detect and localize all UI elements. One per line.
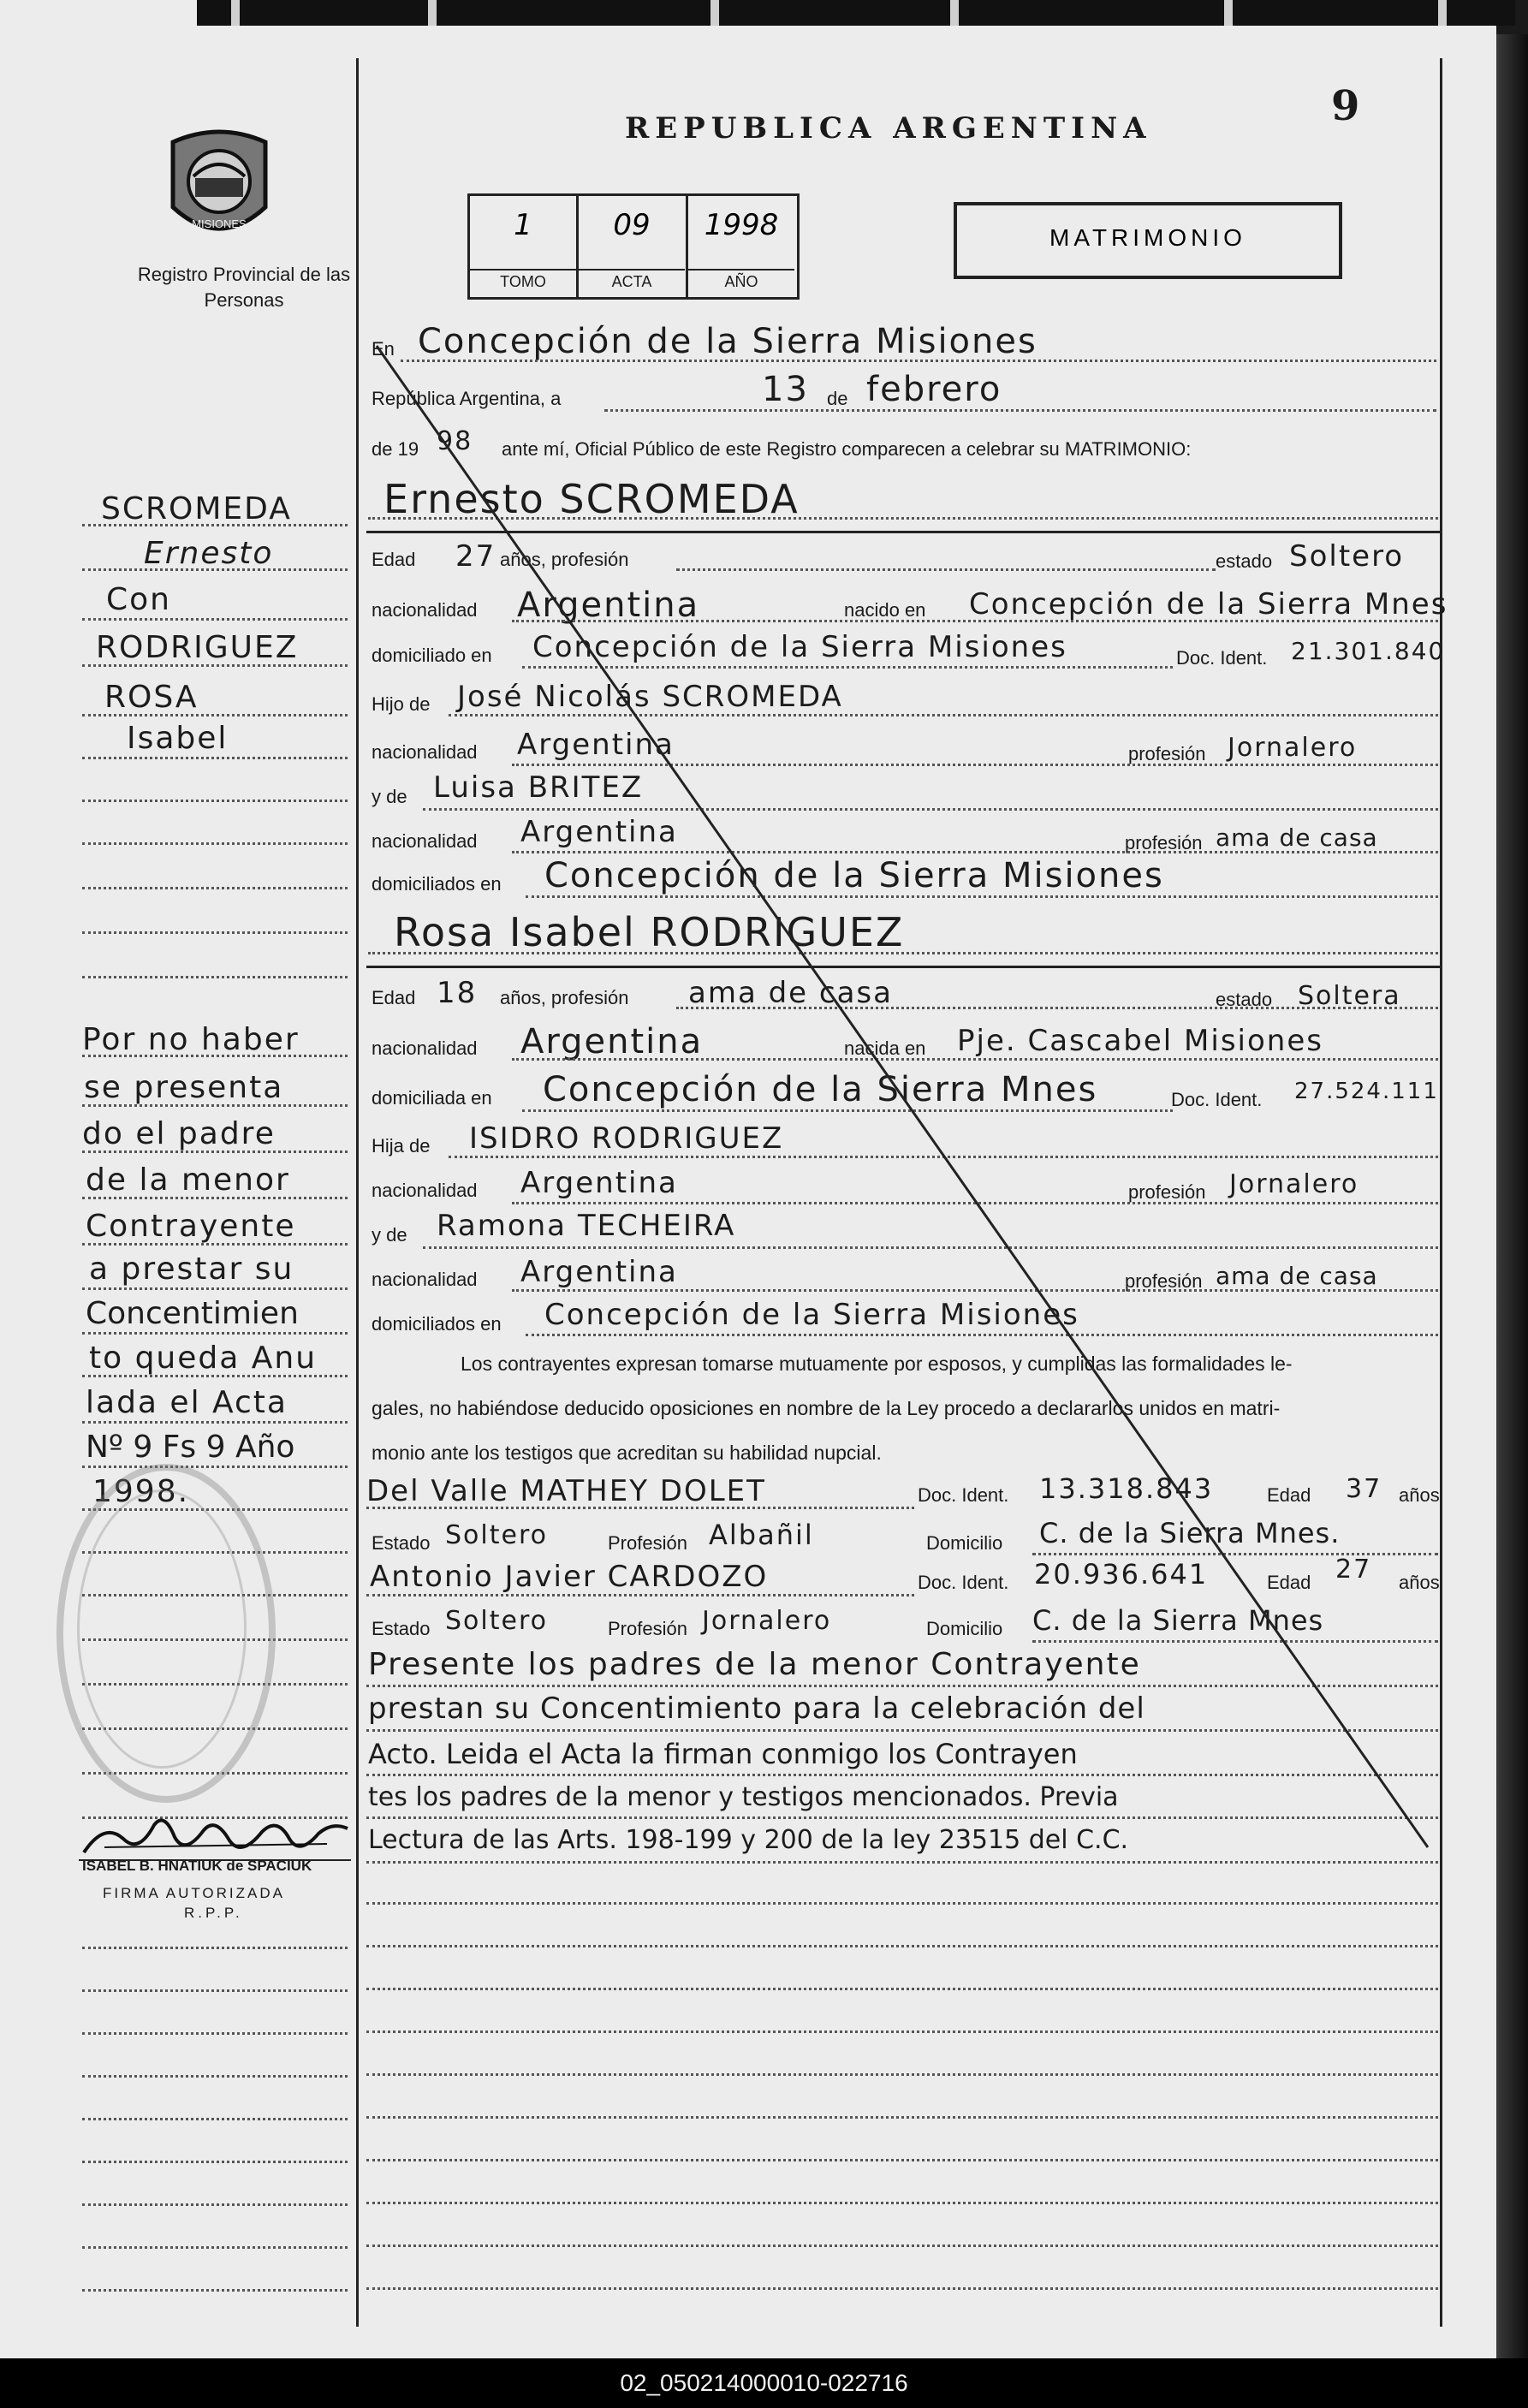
intro-year-suffix: 98 (437, 426, 473, 456)
witness-1-estado: Soltero (445, 1520, 548, 1550)
groom-hijo-label: Hijo de (372, 693, 431, 715)
margin-line (82, 1375, 348, 1377)
en-label: En (372, 338, 395, 360)
margin-con: Con (106, 582, 171, 617)
bride-mother-prof-label: profesión (1125, 1270, 1203, 1292)
witness-1-profesion: Albañil (709, 1519, 814, 1551)
groom-y-de-label: y de (372, 786, 407, 807)
intro-place: Concepción de la Sierra Misiones (418, 322, 1037, 361)
witness-1-doc-label: Doc. Ident. (918, 1484, 1009, 1506)
margin-line (82, 568, 348, 571)
bride-nacionalidad: Argentina (520, 1022, 704, 1061)
emblem-label: MISIONES (192, 217, 247, 230)
bride-father-prof: Jornalero (1229, 1169, 1359, 1199)
bride-y-de-label: y de (372, 1224, 407, 1246)
margin-line (82, 1243, 348, 1246)
groom-mother-prof-label: profesión (1125, 832, 1203, 853)
witness-1-domicilio: C. de la Sierra Mnes. (1039, 1517, 1341, 1549)
witness-1-profesion-label: Profesión (608, 1532, 687, 1554)
bride-name: Rosa Isabel RODRIGUEZ (394, 909, 905, 955)
margin-line (82, 1466, 348, 1468)
closing-line-1: Presente los padres de la menor Contrayente (368, 1647, 1141, 1682)
intro-text: ante mí, Oficial Público de este Registro comparecen a celebrar su MATRIMONIO: (502, 438, 1192, 460)
registry-name: Registro Provincial de las Personas (137, 264, 351, 311)
witness-2-age: 27 (1335, 1555, 1372, 1585)
bride-mother-prof: ama de casa (1216, 1262, 1378, 1290)
witness-2-domicilio-label: Domicilio (926, 1618, 1003, 1639)
bride-doc: 27.524.111 (1294, 1079, 1439, 1104)
witness-1-doc: 13.318.843 (1039, 1472, 1214, 1505)
margin-line (82, 664, 348, 667)
bride-edad-label: Edad (372, 987, 416, 1008)
margin-line (82, 842, 348, 845)
de19-label: de 19 (372, 438, 419, 460)
witness-1-domicilio-label: Domicilio (926, 1532, 1003, 1554)
margin-line (82, 1947, 348, 1949)
margin-line (82, 800, 348, 802)
statement-line-2: gales, no habiéndose deducido oposiciones en nombre de la Ley procedo a declararlos unidos en matri- (372, 1397, 1281, 1419)
margin-note-1: Por no haber (82, 1022, 300, 1057)
bride-profesion: ama de casa (688, 976, 893, 1010)
witness-2-profesion-label: Profesión (608, 1618, 687, 1639)
margin-line (82, 524, 348, 526)
tomo-label: TOMO (470, 269, 576, 291)
groom-parents-dom-label: domiciliados en (372, 873, 502, 895)
rpp-label: R.P.P. (184, 1905, 243, 1921)
republica-label: República Argentina, a (372, 388, 562, 409)
groom-birthplace: Concepción de la Sierra Mnes (969, 587, 1448, 621)
bride-mother: Ramona TECHEIRA (437, 1209, 736, 1243)
margin-line (82, 1989, 348, 1992)
witness-2-doc: 20.936.641 (1034, 1558, 1209, 1590)
page-title: REPUBLICA ARGENTINA (625, 111, 1152, 146)
witness-2-anos-label: años (1399, 1572, 1440, 1593)
margin-line (82, 2246, 348, 2249)
record-type-label: MATRIMONIO (1049, 224, 1246, 251)
margin-line (82, 1150, 348, 1153)
bride-estado-label: estado (1216, 989, 1273, 1010)
witness-2-doc-label: Doc. Ident. (918, 1572, 1009, 1593)
signatory-name: ISABEL B. HNATIUK de SPACIUK (82, 1858, 312, 1874)
margin-line (82, 757, 348, 759)
witness-1-estado-label: Estado (372, 1532, 431, 1554)
margin-line (82, 2075, 348, 2078)
margin-note-6: a prestar su (89, 1252, 294, 1287)
groom-father: José Nicolás SCROMEDA (457, 680, 843, 714)
margin-note-4: de la menor (86, 1162, 290, 1198)
bride-mother-nac-label: nacionalidad (372, 1269, 478, 1290)
margin-note-9: lada el Acta (86, 1385, 288, 1420)
groom-mother-nac: Argentina (520, 815, 678, 849)
groom-domicilio: Concepción de la Sierra Misiones (532, 630, 1067, 664)
witness-2-domicilio: C. de la Sierra Mnes (1032, 1604, 1324, 1637)
margin-firstname: Ernesto (144, 536, 274, 571)
acta-label: ACTA (579, 269, 685, 291)
bride-mother-nac: Argentina (520, 1255, 678, 1289)
margin-line (82, 931, 348, 934)
margin-line (82, 1197, 348, 1199)
closing-line-3: Acto. Leida el Acta la firman conmigo los Contrayen (368, 1738, 1078, 1770)
bride-age: 18 (437, 976, 478, 1010)
groom-nac-label: nacionalidad (372, 599, 478, 621)
margin-note-2: se presenta (84, 1070, 284, 1105)
bride-estado: Soltera (1298, 981, 1401, 1011)
groom-parents-dom: Concepción de la Sierra Misiones (544, 856, 1164, 895)
statement-line-3: monio ante los testigos que acreditan su habilidad nupcial. (372, 1442, 882, 1464)
groom-mother-prof: ama de casa (1216, 823, 1378, 852)
bride-nacida-label: nacida en (844, 1038, 926, 1059)
witness-2-edad-label: Edad (1267, 1572, 1311, 1593)
groom-father-prof: Jornalero (1228, 733, 1358, 763)
margin-line (82, 2289, 348, 2292)
margin-line (82, 2118, 348, 2120)
page-number: 9 (1331, 82, 1360, 130)
margin-bride-first: ROSA (104, 680, 199, 715)
margin-note-7: Concentimien (86, 1296, 299, 1331)
ano-value: 1998 (704, 208, 779, 242)
ano-label: AÑO (688, 269, 794, 291)
bride-dom-label: domiciliada en (372, 1087, 492, 1109)
witness-1-name: Del Valle MATHEY DOLET (366, 1474, 766, 1508)
authorized-signature-label: FIRMA AUTORIZADA (103, 1885, 285, 1901)
scan-file-id: 02_050214000010-022716 (620, 2369, 908, 2396)
witness-2-estado-label: Estado (372, 1618, 431, 1639)
witness-1-edad-label: Edad (1267, 1484, 1311, 1506)
bride-father-nac-label: nacionalidad (372, 1180, 478, 1201)
closing-line-5: Lectura de las Arts. 198-199 y 200 de la ley 23515 del C.C. (368, 1825, 1129, 1855)
groom-father-prof-label: profesión (1128, 743, 1206, 764)
groom-father-nac-label: nacionalidad (372, 741, 478, 763)
margin-bride-middle: Isabel (127, 721, 229, 756)
margin-note-5: Contrayente (86, 1209, 296, 1244)
margin-bride-surname: RODRIGUEZ (96, 630, 299, 665)
groom-estado-label: estado (1216, 550, 1273, 572)
witness-2-profesion: Jornalero (702, 1606, 832, 1636)
bride-father-prof-label: profesión (1128, 1181, 1206, 1203)
margin-note-11: 1998. (92, 1474, 190, 1509)
margin-surname: SCROMEDA (101, 491, 292, 526)
margin-line (82, 714, 348, 716)
groom-doc: 21.301.840 (1291, 637, 1446, 665)
margin-line (82, 2161, 348, 2163)
margin-note-8: to queda Anu (89, 1341, 318, 1376)
groom-edad-label: Edad (372, 549, 416, 570)
registry-seal-inner-ring (77, 1489, 247, 1769)
margin-line (82, 1104, 348, 1107)
closing-line-4: tes los padres de la menor y testigos mencionados. Previa (368, 1782, 1119, 1812)
margin-line (82, 1421, 348, 1424)
groom-age: 27 (455, 539, 496, 574)
margin-line (82, 618, 348, 621)
tomo-value: 1 (514, 208, 532, 242)
groom-mother-nac-label: nacionalidad (372, 830, 478, 852)
margin-line (82, 887, 348, 889)
intro-month: febrero (866, 370, 1002, 409)
margin-note-10: Nº 9 Fs 9 Año (86, 1430, 295, 1465)
de-label: de (827, 388, 848, 409)
bride-parents-dom: Concepción de la Sierra Misiones (544, 1298, 1079, 1332)
margin-line (82, 1332, 348, 1335)
groom-dom-label: domiciliado en (372, 645, 492, 666)
margin-line (82, 1287, 348, 1290)
groom-nacido-label: nacido en (844, 599, 926, 621)
acta-value: 09 (613, 208, 651, 242)
signature-mark (79, 1813, 353, 1861)
witness-1-anos-label: años (1399, 1484, 1440, 1506)
groom-name: Ernesto SCROMEDA (383, 476, 800, 522)
bride-father-nac: Argentina (520, 1166, 678, 1200)
groom-doc-label: Doc. Ident. (1176, 647, 1268, 669)
bride-domicilio: Concepción de la Sierra Mnes (543, 1070, 1098, 1109)
bride-parents-dom-label: domiciliados en (372, 1313, 502, 1335)
groom-profesion-label: años, profesión (500, 549, 629, 570)
margin-line (82, 976, 348, 978)
closing-line-2: prestan su Concentimiento para la celebración del (368, 1692, 1145, 1726)
witness-1-age: 37 (1346, 1474, 1382, 1504)
bride-nac-label: nacionalidad (372, 1038, 478, 1059)
bride-birthplace: Pje. Cascabel Misiones (957, 1024, 1323, 1058)
margin-note-3: do el padre (82, 1116, 276, 1151)
bride-profesion-label: años, profesión (500, 987, 629, 1008)
statement-line-1: Los contrayentes expresan tomarse mutuamente por esposos, y cumplidas las formalidades le- (461, 1353, 1293, 1375)
margin-line (82, 2032, 348, 2035)
margin-line (82, 1055, 348, 1057)
bride-hija-label: Hija de (372, 1135, 431, 1156)
groom-father-nac: Argentina (517, 728, 675, 762)
witness-2-name: Antonio Javier CARDOZO (370, 1560, 769, 1594)
bride-father: ISIDRO RODRIGUEZ (469, 1121, 784, 1156)
groom-estado: Soltero (1289, 539, 1405, 574)
groom-mother: Luisa BRITEZ (433, 770, 644, 805)
groom-nacionalidad: Argentina (517, 586, 700, 625)
witness-2-estado: Soltero (445, 1606, 548, 1636)
intro-day: 13 (762, 370, 809, 409)
bride-doc-label: Doc. Ident. (1171, 1089, 1263, 1110)
margin-line (82, 2203, 348, 2206)
